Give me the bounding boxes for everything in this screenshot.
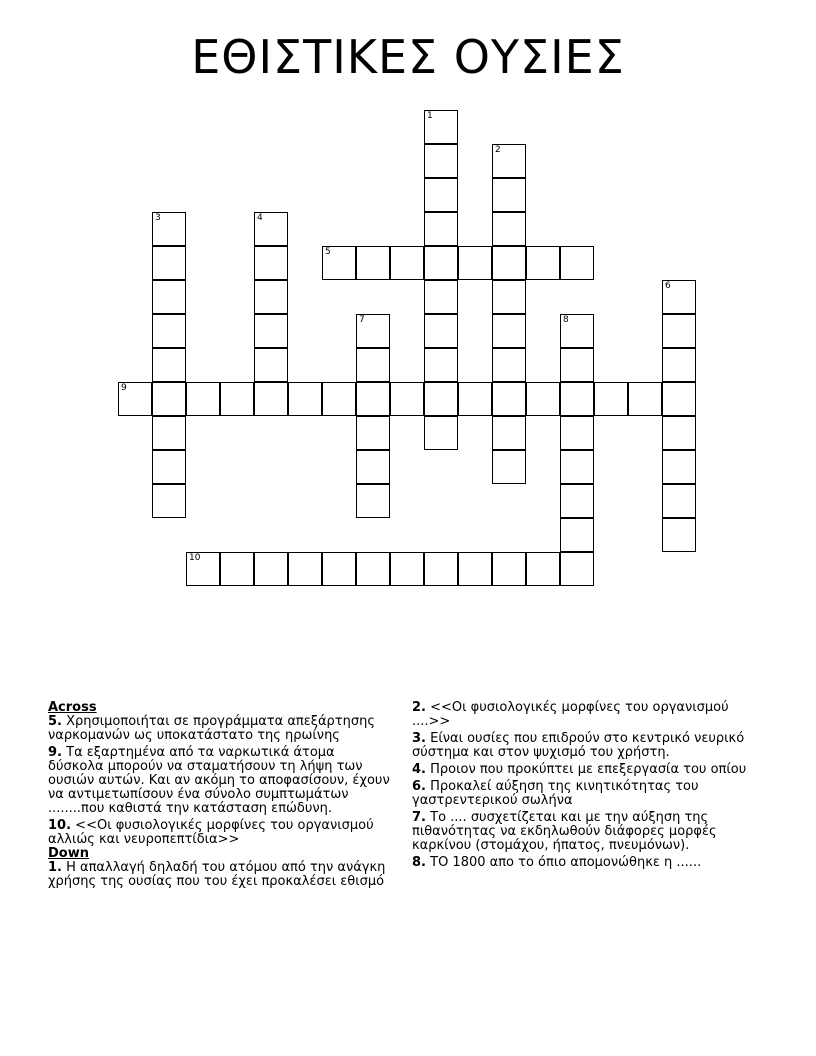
grid-cell — [492, 212, 526, 246]
clue-number: 9. — [48, 745, 62, 760]
cell-number: 7 — [359, 315, 365, 325]
grid-cell — [152, 246, 186, 280]
grid-cell — [662, 280, 696, 314]
clue-across-10 — [48, 819, 393, 847]
grid-cell — [424, 110, 458, 144]
grid-cell — [526, 552, 560, 586]
grid-cell — [560, 450, 594, 484]
grid-cell — [492, 450, 526, 484]
page-title: ΕΘΙΣΤΙΚΕΣ ΟΥΣΙΕΣ — [191, 30, 625, 84]
cell-number: 6 — [665, 281, 671, 291]
clue-down-2 — [412, 701, 757, 729]
grid-cell — [288, 382, 322, 416]
grid-cell — [186, 382, 220, 416]
clue-number: 10. — [48, 818, 72, 833]
grid-cell — [594, 382, 628, 416]
clue-text: ΤΟ 1800 απο το όπιο απομονώθηκε η ...... — [430, 855, 702, 870]
grid-cell — [560, 552, 594, 586]
grid-cell — [254, 314, 288, 348]
clue-number: 3. — [412, 731, 426, 746]
clue-across-5 — [48, 715, 393, 743]
across-heading: Across — [48, 700, 97, 715]
grid-cell — [662, 382, 696, 416]
clue-text: Η απαλλαγή δηλαδή του ατόμου από την ανάγκη χρήσης της ουσίας που του έχει προκαλέσει εθισμό — [48, 860, 386, 889]
clue-text: <<Οι φυσιολογικές μορφίνες του οργανισμού ....>> — [412, 700, 729, 729]
grid-cell — [356, 246, 390, 280]
clue-text: Το .... συσχετίζεται και με την αύξηση της πιθανότητας να εκδηλωθούν διάφορες μορφές καρκίνου (στομάχου, ήπατος, πνευμόνων). — [412, 810, 717, 853]
clue-number: 7. — [412, 810, 426, 825]
grid-cell — [356, 450, 390, 484]
grid-cell — [220, 552, 254, 586]
grid-cell — [424, 348, 458, 382]
grid-cell — [254, 280, 288, 314]
grid-cell — [526, 382, 560, 416]
grid-cell — [390, 382, 424, 416]
grid-cell — [492, 382, 526, 416]
grid-cell — [152, 212, 186, 246]
grid-cell — [220, 382, 254, 416]
grid-cell — [628, 382, 662, 416]
down-heading: Down — [48, 846, 89, 861]
grid-cell — [254, 246, 288, 280]
clues-right-column — [412, 701, 757, 873]
cell-number: 9 — [121, 383, 127, 393]
grid-cell — [424, 314, 458, 348]
grid-cell — [662, 348, 696, 382]
clue-down-1 — [48, 861, 393, 889]
clue-text: Προιον που προκύπτει με επεξεργασία του οπίου — [430, 762, 747, 777]
grid-cell — [356, 314, 390, 348]
grid-cell — [254, 348, 288, 382]
grid-cell — [424, 246, 458, 280]
clue-text: <<Οι φυσιολογικές μορφίνες του οργανισμού αλλιώς και νευροπεπτίδια>> — [48, 818, 374, 847]
grid-cell — [458, 246, 492, 280]
grid-cell — [152, 382, 186, 416]
grid-cell — [186, 552, 220, 586]
grid-cell — [254, 552, 288, 586]
grid-cell — [424, 382, 458, 416]
grid-cell — [356, 348, 390, 382]
clue-number: 6. — [412, 779, 426, 794]
cell-number: 1 — [427, 111, 433, 121]
grid-cell — [152, 280, 186, 314]
grid-cell — [492, 144, 526, 178]
grid-cell — [492, 552, 526, 586]
clue-down-3 — [412, 732, 757, 760]
cell-number: 2 — [495, 145, 501, 155]
cell-number: 8 — [563, 315, 569, 325]
clue-text: Χρησιμοποιήται σε προγράμματα απεξάρτησης ναρκομανών ως υποκατάστατο της ηρωίνης — [48, 714, 375, 743]
grid-cell — [356, 416, 390, 450]
grid-cell — [254, 212, 288, 246]
grid-cell — [560, 314, 594, 348]
grid-cell — [424, 552, 458, 586]
grid-cell — [424, 178, 458, 212]
grid-cell — [152, 484, 186, 518]
grid-cell — [560, 246, 594, 280]
grid-cell — [424, 416, 458, 450]
grid-cell — [560, 416, 594, 450]
clue-down-4 — [412, 763, 757, 777]
grid-cell — [152, 348, 186, 382]
grid-cell — [526, 246, 560, 280]
clues-left-column — [48, 701, 393, 892]
grid-cell — [424, 280, 458, 314]
grid-cell — [492, 246, 526, 280]
cell-number: 10 — [189, 553, 201, 563]
grid-cell — [662, 484, 696, 518]
clue-down-6 — [412, 780, 757, 808]
grid-cell — [662, 416, 696, 450]
grid-cell — [662, 450, 696, 484]
grid-cell — [560, 348, 594, 382]
grid-cell — [322, 552, 356, 586]
grid-cell — [254, 382, 288, 416]
grid-cell — [356, 484, 390, 518]
grid-cell — [390, 552, 424, 586]
cell-number: 3 — [155, 213, 161, 223]
grid-cell — [118, 382, 152, 416]
grid-cell — [492, 314, 526, 348]
clue-number: 5. — [48, 714, 62, 729]
grid-cell — [390, 246, 424, 280]
grid-cell — [356, 552, 390, 586]
grid-cell — [662, 518, 696, 552]
grid-cell — [152, 416, 186, 450]
grid-cell — [492, 416, 526, 450]
clue-text: Είναι ουσίες που επιδρούν στο κεντρικό νευρικό σύστημα και στον ψυχισμό του χρήστη. — [412, 731, 745, 760]
cell-number: 5 — [325, 247, 331, 257]
grid-cell — [492, 280, 526, 314]
clue-number: 4. — [412, 762, 426, 777]
grid-cell — [560, 382, 594, 416]
grid-cell — [322, 382, 356, 416]
grid-cell — [458, 552, 492, 586]
grid-cell — [492, 178, 526, 212]
grid-cell — [356, 382, 390, 416]
cell-number: 4 — [257, 213, 263, 223]
grid-cell — [560, 484, 594, 518]
grid-cell — [288, 552, 322, 586]
clue-text: Τα εξαρτημένα από τα ναρκωτικά άτομα δύσκολα μπορούν να σταματήσουν τη λήψη των ουσιών αυτών. Και αν ακόμη το αποφασίσουν, έχουν να αντιμετωπίσουν ένα σύνολο συμπτωμάτων ........που καθιστά την κατάσταση επώδυνη. — [48, 745, 390, 816]
clue-number: 2. — [412, 700, 426, 715]
grid-cell — [662, 314, 696, 348]
clue-down-8 — [412, 856, 757, 870]
grid-cell — [560, 518, 594, 552]
clue-across-9 — [48, 746, 393, 816]
grid-cell — [152, 314, 186, 348]
clue-down-7 — [412, 811, 757, 853]
clue-number: 1. — [48, 860, 62, 875]
grid-cell — [152, 450, 186, 484]
grid-cell — [424, 212, 458, 246]
clue-number: 8. — [412, 855, 426, 870]
grid-cell — [322, 246, 356, 280]
grid-cell — [458, 382, 492, 416]
grid-cell — [424, 144, 458, 178]
clue-text: Προκαλεί αύξηση της κινητικότητας του γαστρεντερικού σωλήνα — [412, 779, 699, 808]
grid-cell — [492, 348, 526, 382]
